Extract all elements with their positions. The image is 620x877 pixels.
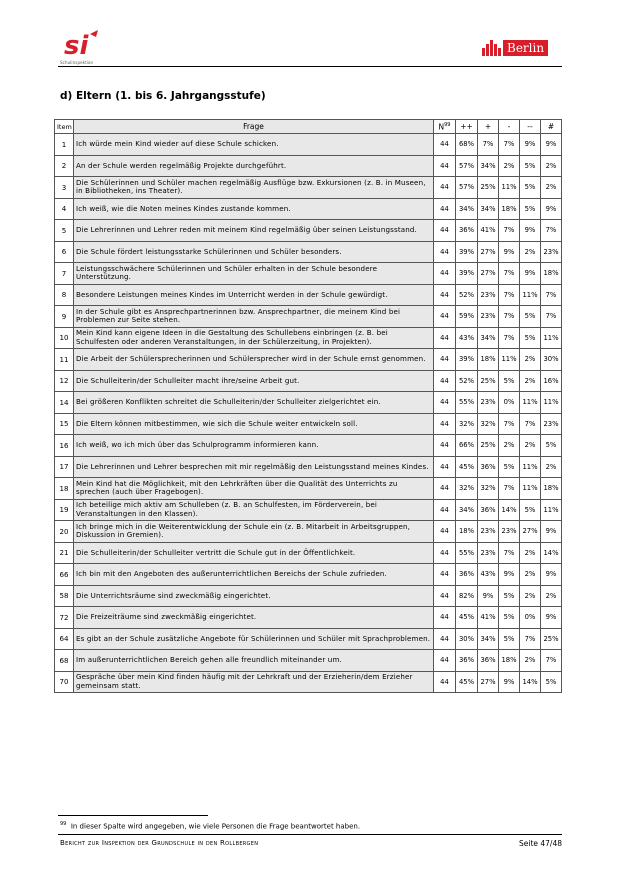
row-n: 44 (434, 628, 456, 650)
row-mm: 11% (520, 284, 541, 306)
row-m: 5% (499, 456, 520, 478)
row-p: 41% (478, 607, 499, 629)
row-pp: 39% (456, 349, 478, 371)
table-row (55, 349, 562, 371)
row-p: 43% (478, 564, 499, 586)
row-pp: 32% (456, 413, 478, 435)
row-m: 18% (499, 650, 520, 672)
row-question: Die Schülerinnen und Schüler machen regelmäßig Ausflüge bzw. Exkursionen (z. B. in Museen, in Bibliotheken, ins Theater). (74, 177, 434, 199)
row-m: 7% (499, 327, 520, 349)
row-x: 7% (541, 650, 562, 672)
table-row (55, 327, 562, 349)
table-row (55, 241, 562, 263)
row-question: Mein Kind hat die Möglichkeit, mit den Lehrkräften über die Qualität des Unterrichts zu sprechen (auch über Fragebogen). (74, 478, 434, 500)
row-x: 9% (541, 198, 562, 220)
header-n-label: N (438, 122, 445, 132)
row-pp: 45% (456, 456, 478, 478)
row-n: 44 (434, 499, 456, 521)
row-item: 21 (55, 542, 74, 564)
row-n: 44 (434, 284, 456, 306)
row-question: Mein Kind kann eigene Ideen in die Gestaltung des Schullebens einbringen (z. B. bei Schulfesten oder anderen Veranstaltungen, in der Schülerzeitung, in Projekten). (74, 327, 434, 349)
survey-table (54, 119, 562, 693)
row-pp: 55% (456, 392, 478, 414)
row-p: 23% (478, 542, 499, 564)
table-row (55, 456, 562, 478)
row-p: 36% (478, 650, 499, 672)
svg-text:si: si (64, 31, 89, 61)
row-mm: 11% (520, 392, 541, 414)
row-question: Besondere Leistungen meines Kindes im Unterricht werden in der Schule gewürdigt. (74, 284, 434, 306)
row-item: 12 (55, 370, 74, 392)
row-n: 44 (434, 542, 456, 564)
row-mm: 9% (520, 263, 541, 285)
row-p: 18% (478, 349, 499, 371)
header-pp: ++ (456, 120, 478, 134)
row-m: 5% (499, 370, 520, 392)
row-mm: 2% (520, 564, 541, 586)
row-m: 7% (499, 220, 520, 242)
row-pp: 36% (456, 564, 478, 586)
row-question: Bei größeren Konflikten schreitet die Schulleiterin/der Schulleiter zielgerichtet ein. (74, 392, 434, 414)
table-row (55, 198, 562, 220)
row-item: 15 (55, 413, 74, 435)
row-item: 58 (55, 585, 74, 607)
row-question: Die Schule fördert leistungsstarke Schülerinnen und Schüler besonders. (74, 241, 434, 263)
row-m: 7% (499, 306, 520, 328)
row-mm: 11% (520, 478, 541, 500)
row-question: Gespräche über mein Kind finden häufig mit der Lehrkraft und der Erzieherin/dem Erzieher gemeinsam statt. (74, 671, 434, 693)
table-row (55, 650, 562, 672)
footer-report-title: Bericht zur Inspektion der Grundschule in den Rollbergen (60, 839, 259, 847)
row-item: 8 (55, 284, 74, 306)
row-p: 27% (478, 671, 499, 693)
row-p: 23% (478, 392, 499, 414)
row-x: 7% (541, 220, 562, 242)
header-mm: -- (520, 120, 541, 134)
row-pp: 39% (456, 241, 478, 263)
row-n: 44 (434, 155, 456, 177)
row-question: In der Schule gibt es Ansprechpartnerinnen bzw. Ansprechpartner, die meinem Kind bei Problemen zur Seite stehen. (74, 306, 434, 328)
row-n: 44 (434, 413, 456, 435)
table-row (55, 628, 562, 650)
berlin-logo-text: Berlin (503, 40, 548, 56)
row-m: 7% (499, 284, 520, 306)
row-n: 44 (434, 263, 456, 285)
row-mm: 5% (520, 306, 541, 328)
row-question: Ich bin mit den Angeboten des außerunterrichtlichen Bereichs der Schule zufrieden. (74, 564, 434, 586)
row-mm: 2% (520, 370, 541, 392)
row-question: Die Lehrerinnen und Lehrer besprechen mit mir regelmäßig den Leistungsstand meines Kindes. (74, 456, 434, 478)
row-x: 5% (541, 435, 562, 457)
row-mm: 7% (520, 413, 541, 435)
row-n: 44 (434, 198, 456, 220)
footnote-divider (58, 815, 208, 816)
row-m: 5% (499, 607, 520, 629)
row-n: 44 (434, 370, 456, 392)
row-question: Die Schulleiterin/der Schulleiter vertritt die Schule gut in der Öffentlichkeit. (74, 542, 434, 564)
row-x: 9% (541, 521, 562, 543)
row-p: 36% (478, 499, 499, 521)
row-mm: 2% (520, 241, 541, 263)
row-item: 2 (55, 155, 74, 177)
row-x: 11% (541, 392, 562, 414)
table-row (55, 435, 562, 457)
row-x: 25% (541, 628, 562, 650)
row-x: 2% (541, 177, 562, 199)
footnote-number: 99 (60, 821, 67, 827)
row-x: 30% (541, 349, 562, 371)
row-p: 32% (478, 478, 499, 500)
row-item: 19 (55, 499, 74, 521)
row-x: 18% (541, 263, 562, 285)
table-row (55, 155, 562, 177)
row-m: 9% (499, 241, 520, 263)
row-mm: 2% (520, 650, 541, 672)
row-mm: 27% (520, 521, 541, 543)
row-pp: 45% (456, 671, 478, 693)
row-n: 44 (434, 478, 456, 500)
row-item: 5 (55, 220, 74, 242)
row-m: 11% (499, 177, 520, 199)
row-x: 9% (541, 564, 562, 586)
row-question: Im außerunterrichtlichen Bereich gehen alle freundlich miteinander um. (74, 650, 434, 672)
row-item: 18 (55, 478, 74, 500)
row-question: Ich beteilige mich aktiv am Schulleben (z. B. an Schulfesten, im Förderverein, bei Veranstaltungen in den Klassen). (74, 499, 434, 521)
table-row (55, 542, 562, 564)
row-mm: 11% (520, 456, 541, 478)
row-question: Ich würde mein Kind wieder auf diese Schule schicken. (74, 134, 434, 156)
row-n: 44 (434, 650, 456, 672)
row-n: 44 (434, 306, 456, 328)
table-row (55, 177, 562, 199)
berlin-logo-bars (482, 40, 501, 56)
row-mm: 0% (520, 607, 541, 629)
row-n: 44 (434, 564, 456, 586)
row-question: Es gibt an der Schule zusätzliche Angebote für Schülerinnen und Schüler mit Sprachproblemen. (74, 628, 434, 650)
row-item: 1 (55, 134, 74, 156)
row-pp: 34% (456, 499, 478, 521)
row-x: 5% (541, 671, 562, 693)
row-item: 70 (55, 671, 74, 693)
row-p: 34% (478, 628, 499, 650)
row-item: 14 (55, 392, 74, 414)
table-row (55, 585, 562, 607)
row-n: 44 (434, 134, 456, 156)
row-p: 25% (478, 177, 499, 199)
row-question: Die Freizeiträume sind zweckmäßig eingerichtet. (74, 607, 434, 629)
row-question: Die Arbeit der Schülersprecherinnen und Schülersprecher wird in der Schule ernst genommen. (74, 349, 434, 371)
row-m: 11% (499, 349, 520, 371)
row-mm: 9% (520, 220, 541, 242)
table-row (55, 370, 562, 392)
row-x: 16% (541, 370, 562, 392)
row-pp: 52% (456, 370, 478, 392)
row-n: 44 (434, 392, 456, 414)
table-row (55, 284, 562, 306)
row-mm: 5% (520, 499, 541, 521)
row-mm: 2% (520, 349, 541, 371)
row-question: Die Unterrichtsräume sind zweckmäßig eingerichtet. (74, 585, 434, 607)
row-mm: 5% (520, 198, 541, 220)
row-m: 7% (499, 478, 520, 500)
row-pp: 32% (456, 478, 478, 500)
table-row (55, 499, 562, 521)
row-item: 11 (55, 349, 74, 371)
row-n: 44 (434, 521, 456, 543)
row-n: 44 (434, 671, 456, 693)
footer-divider (58, 834, 562, 835)
footnote-ref: 99 (444, 121, 451, 128)
row-m: 23% (499, 521, 520, 543)
row-question: Ich weiß, wie die Noten meines Kindes zustande kommen. (74, 198, 434, 220)
footnote-text: In dieser Spalte wird angegeben, wie viele Personen die Frage beantwortet haben. (70, 822, 361, 831)
row-n: 44 (434, 327, 456, 349)
row-mm: 5% (520, 155, 541, 177)
row-m: 7% (499, 413, 520, 435)
row-mm: 9% (520, 134, 541, 156)
row-pp: 45% (456, 607, 478, 629)
row-x: 14% (541, 542, 562, 564)
header-x: # (541, 120, 562, 134)
row-mm: 2% (520, 585, 541, 607)
table-row (55, 392, 562, 414)
row-n: 44 (434, 607, 456, 629)
table-row (55, 306, 562, 328)
row-pp: 55% (456, 542, 478, 564)
row-x: 2% (541, 585, 562, 607)
row-question: Ich weiß, wo ich mich über das Schulprogramm informieren kann. (74, 435, 434, 457)
header-m: - (499, 120, 520, 134)
row-pp: 52% (456, 284, 478, 306)
row-question: Ich bringe mich in die Weiterentwicklung der Schule ein (z. B. Mitarbeit in Arbeitsgruppen, Diskussion in Gremien). (74, 521, 434, 543)
section-title: d) Eltern (1. bis 6. Jahrgangsstufe) (60, 90, 266, 102)
row-m: 7% (499, 134, 520, 156)
row-item: 9 (55, 306, 74, 328)
row-pp: 30% (456, 628, 478, 650)
row-p: 27% (478, 241, 499, 263)
row-p: 32% (478, 413, 499, 435)
row-p: 36% (478, 456, 499, 478)
row-pp: 43% (456, 327, 478, 349)
header-item: Item (55, 120, 74, 134)
row-n: 44 (434, 456, 456, 478)
row-pp: 36% (456, 220, 478, 242)
row-p: 34% (478, 327, 499, 349)
row-n: 44 (434, 349, 456, 371)
row-m: 5% (499, 585, 520, 607)
row-p: 41% (478, 220, 499, 242)
row-n: 44 (434, 177, 456, 199)
row-question: Leistungsschwächere Schülerinnen und Schüler erhalten in der Schule besondere Unterstützung. (74, 263, 434, 285)
row-item: 66 (55, 564, 74, 586)
header-p: + (478, 120, 499, 134)
row-p: 34% (478, 198, 499, 220)
row-item: 64 (55, 628, 74, 650)
row-m: 7% (499, 263, 520, 285)
row-n: 44 (434, 585, 456, 607)
row-pp: 18% (456, 521, 478, 543)
row-p: 34% (478, 155, 499, 177)
row-pp: 66% (456, 435, 478, 457)
row-item: 10 (55, 327, 74, 349)
row-item: 6 (55, 241, 74, 263)
row-x: 23% (541, 241, 562, 263)
row-question: Die Eltern können mitbestimmen, wie sich die Schule weiter entwickeln soll. (74, 413, 434, 435)
table-row (55, 413, 562, 435)
row-m: 18% (499, 198, 520, 220)
row-x: 2% (541, 155, 562, 177)
row-item: 72 (55, 607, 74, 629)
row-x: 9% (541, 607, 562, 629)
footer-page-number: Seite 47/48 (518, 839, 562, 848)
row-x: 7% (541, 306, 562, 328)
row-x: 11% (541, 327, 562, 349)
row-pp: 57% (456, 155, 478, 177)
row-item: 20 (55, 521, 74, 543)
table-row (55, 263, 562, 285)
header-n (434, 120, 456, 134)
row-question: Die Schulleiterin/der Schulleiter macht ihre/seine Arbeit gut. (74, 370, 434, 392)
row-m: 14% (499, 499, 520, 521)
row-mm: 2% (520, 542, 541, 564)
table-header-row (55, 120, 562, 134)
row-mm: 2% (520, 435, 541, 457)
row-pp: 59% (456, 306, 478, 328)
row-m: 5% (499, 628, 520, 650)
header-divider (58, 66, 562, 67)
row-item: 16 (55, 435, 74, 457)
row-item: 7 (55, 263, 74, 285)
row-item: 4 (55, 198, 74, 220)
row-n: 44 (434, 241, 456, 263)
row-pp: 36% (456, 650, 478, 672)
row-pp: 68% (456, 134, 478, 156)
row-pp: 57% (456, 177, 478, 199)
row-question: An der Schule werden regelmäßig Projekte durchgeführt. (74, 155, 434, 177)
row-m: 7% (499, 542, 520, 564)
row-item: 3 (55, 177, 74, 199)
row-p: 23% (478, 306, 499, 328)
row-n: 44 (434, 435, 456, 457)
row-x: 9% (541, 134, 562, 156)
row-p: 23% (478, 284, 499, 306)
row-m: 0% (499, 392, 520, 414)
row-item: 17 (55, 456, 74, 478)
row-p: 9% (478, 585, 499, 607)
table-row (55, 478, 562, 500)
row-mm: 7% (520, 628, 541, 650)
row-p: 25% (478, 370, 499, 392)
row-p: 27% (478, 263, 499, 285)
table-row (55, 134, 562, 156)
row-item: 68 (55, 650, 74, 672)
row-p: 7% (478, 134, 499, 156)
row-n: 44 (434, 220, 456, 242)
row-m: 9% (499, 671, 520, 693)
schulinspektion-logo (62, 28, 106, 64)
table-row (55, 607, 562, 629)
table-row (55, 521, 562, 543)
header-frage: Frage (74, 120, 434, 134)
row-x: 7% (541, 284, 562, 306)
row-mm: 14% (520, 671, 541, 693)
row-x: 18% (541, 478, 562, 500)
row-m: 2% (499, 155, 520, 177)
row-mm: 5% (520, 327, 541, 349)
schulinspektion-logo-text: Schulinspektion (60, 60, 94, 65)
row-p: 23% (478, 521, 499, 543)
row-x: 23% (541, 413, 562, 435)
berlin-logo (482, 38, 548, 56)
row-pp: 39% (456, 263, 478, 285)
row-mm: 5% (520, 177, 541, 199)
row-m: 9% (499, 564, 520, 586)
row-pp: 34% (456, 198, 478, 220)
table-row (55, 564, 562, 586)
row-p: 25% (478, 435, 499, 457)
footnote (60, 821, 360, 830)
row-x: 11% (541, 499, 562, 521)
row-question: Die Lehrerinnen und Lehrer reden mit meinem Kind regelmäßig über seinen Leistungsstand. (74, 220, 434, 242)
row-x: 2% (541, 456, 562, 478)
row-m: 2% (499, 435, 520, 457)
row-pp: 82% (456, 585, 478, 607)
table-row (55, 220, 562, 242)
table-row (55, 671, 562, 693)
